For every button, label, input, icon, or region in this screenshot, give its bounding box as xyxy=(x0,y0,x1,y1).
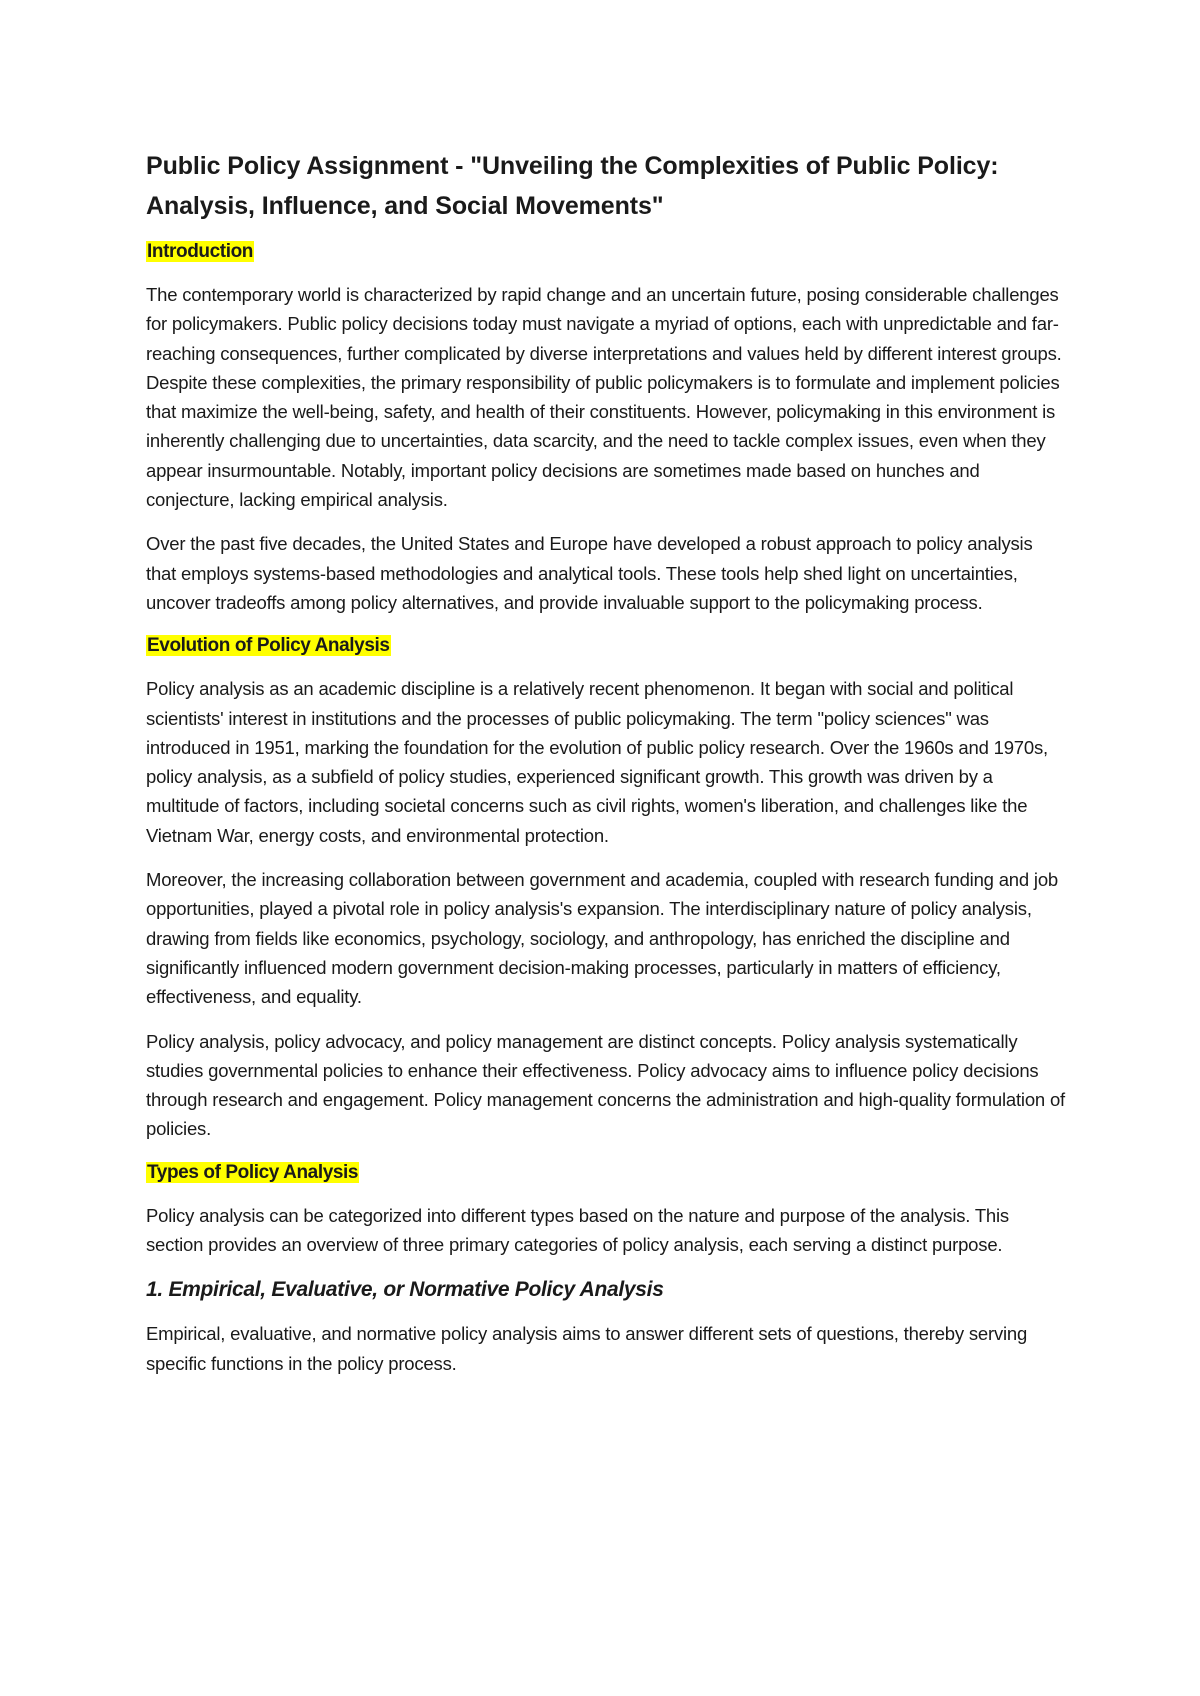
paragraph: Over the past five decades, the United States and Europe have developed a robust approach to policy analysis that employs systems-based methodologies and analytical tools. These tools help shed light on uncertainties, uncover tradeoffs among policy alternatives, and provide invaluable support to the policymaking process. xyxy=(146,533,1033,613)
paragraph: Empirical, evaluative, and normative policy analysis aims to answer different sets of questions, thereby serving specific functions in the policy process. xyxy=(146,1323,1028,1374)
subsection-heading: 1. Empirical, Evaluative, or Normative Policy Analysis xyxy=(146,1278,664,1302)
section-heading-types xyxy=(146,1159,1066,1187)
paragraph: The contemporary world is characterized by rapid change and an uncertain future, posing considerable challenges for policymakers. Public policy decisions today must navigate a myriad of options, each with unpredictable and far-reaching consequences, further complicated by diverse interpretations and values held by different interest groups. Despite these complexities, the primary responsibility of public policymakers is to formulate and implement policies that maximize the well-being, safety, and health of their constituents. However, policymaking in this environment is inherently challenging due to uncertainties, data scarcity, and the need to tackle complex issues, even when they appear insurmountable. Notably, important policy decisions are sometimes made based on hunches and conjecture, lacking empirical analysis. xyxy=(146,284,1062,511)
highlighted-heading-text: Types of Policy Analysis xyxy=(147,1161,359,1183)
paragraph: Moreover, the increasing collaboration between government and academia, coupled with research funding and job opportunities, played a pivotal role in policy analysis's expansion. The interdisciplinary nature of policy analysis, drawing from fields like economics, psychology, sociology, and anthropology, has enriched the discipline and significantly influenced modern government decision-making processes, particularly in matters of efficiency, effectiveness, and equality. xyxy=(146,869,1059,1008)
paragraph: Policy analysis, policy advocacy, and policy management are distinct concepts. Policy analysis systematically studies governmental policies to enhance their effectiveness. Policy advocacy aims to influence policy decisions through research and engagement. Policy management concerns the administration and high-quality formulation of policies. xyxy=(146,1030,1065,1140)
document-page xyxy=(146,146,1066,1393)
highlighted-heading-text: Introduction xyxy=(147,241,254,262)
highlighted-heading-text: Evolution of Policy Analysis xyxy=(147,635,390,657)
paragraph: Policy analysis can be categorized into different types based on the nature and purpose of the analysis. This section provides an overview of three primary categories of policy analysis, each serving a distinct purpose. xyxy=(146,1204,1009,1256)
document-title: Public Policy Assignment - "Unveiling the Complexities of Public Policy: Analysis, Influence, and Social Movements" xyxy=(146,152,999,220)
section-heading-evolution xyxy=(146,632,1066,660)
section-heading-introduction xyxy=(146,238,1066,266)
paragraph: Policy analysis as an academic discipline is a relatively recent phenomenon. It began with social and political scientists' interest in institutions and the processes of public policymaking. The term "policy sciences" was introduced in 1951, marking the foundation for the evolution of public policy research. Over the 1960s and 1970s, policy analysis, as a subfield of policy studies, experienced significant growth. This growth was driven by a multitude of factors, including societal concerns such as civil rights, women's liberation, and challenges like the Vietnam War, energy costs, and environmental protection. xyxy=(146,678,1048,846)
